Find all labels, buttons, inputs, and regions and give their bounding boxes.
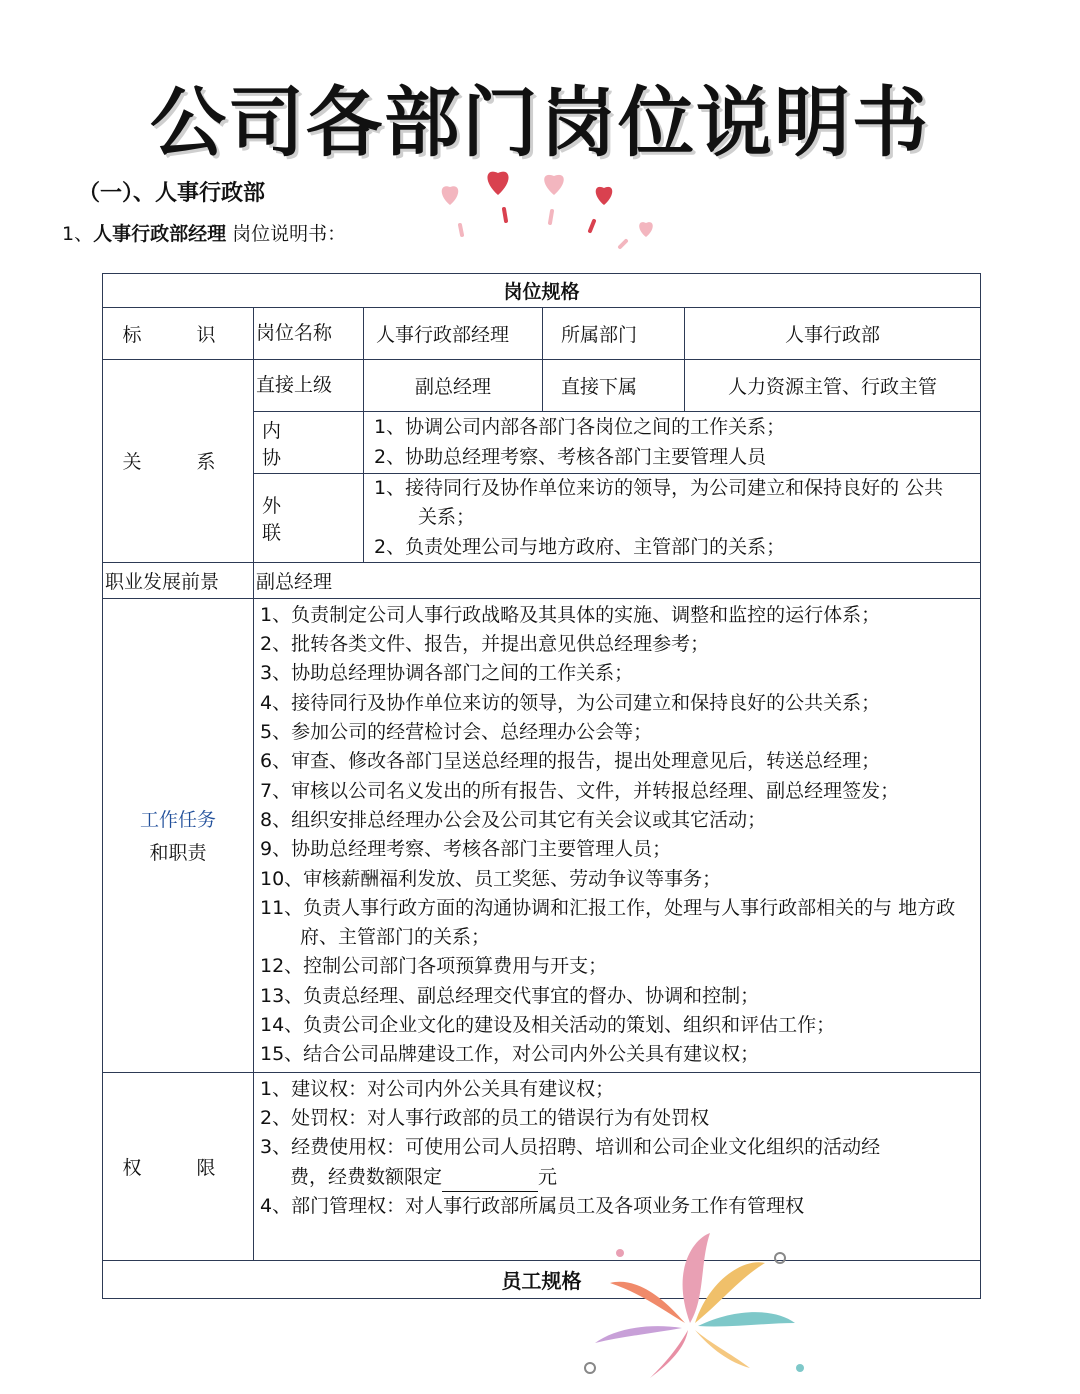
internal-item: 2、协助总经理考察、考核各部门主要管理人员 bbox=[374, 445, 767, 468]
duties-label-line1: 工作任务 bbox=[139, 809, 216, 832]
heart-icon bbox=[596, 187, 613, 205]
heart-icon bbox=[544, 175, 564, 195]
internal-relations bbox=[364, 412, 981, 474]
subheading-position: 人事行政部经理 bbox=[93, 223, 227, 245]
duty-item-continued: 府、主管部门的关系； bbox=[300, 926, 491, 949]
external-item: 1、接待同行及协作单位来访的领导，为公司建立和保持良好的 公共 bbox=[374, 477, 944, 499]
splash-decoration-icon bbox=[560, 1228, 820, 1388]
heart-icon bbox=[639, 222, 653, 237]
heart-icon bbox=[442, 186, 459, 205]
duty-item: 3、协助总经理协调各部门之间的工作关系； bbox=[260, 662, 634, 685]
page-title: 公司各部门岗位说明书 bbox=[150, 78, 930, 167]
authority-item: 1、建议权：对公司内外公关具有建议权； bbox=[260, 1077, 615, 1100]
duty-item: 10、审核薪酬福利发放、员工奖惩、劳动争议等事务； bbox=[260, 867, 722, 890]
spec-header: 岗位规格 bbox=[103, 274, 981, 308]
duty-item: 14、负责公司企业文化的建设及相关活动的策划、组织和评估工作； bbox=[260, 1014, 836, 1037]
authority-item: 2、处罚权：对人事行政部的员工的错误行为有处罚权 bbox=[260, 1107, 710, 1130]
duty-item: 8、组织安排总经理办公会及公司其它有关会议或其它活动； bbox=[260, 808, 767, 831]
career-label: 职业发展前景 bbox=[103, 562, 254, 598]
subordinate-label: 直接下属 bbox=[543, 360, 685, 412]
subheading-suffix: 岗位说明书： bbox=[226, 223, 347, 245]
external-label: 外 联 bbox=[254, 474, 364, 563]
hearts-decoration-icon bbox=[430, 165, 670, 255]
external-relations bbox=[364, 474, 981, 563]
internal-item: 1、协调公司内部各部门各岗位之间的工作关系； bbox=[374, 416, 786, 439]
heart-icon bbox=[487, 172, 508, 195]
superior-label: 直接上级 bbox=[254, 360, 364, 412]
duty-item: 9、协助总经理考察、考核各部门主要管理人员； bbox=[260, 838, 672, 861]
duty-item: 11、负责人事行政方面的沟通协调和汇报工作，处理与人事行政部相关的与 地方政 bbox=[260, 896, 956, 919]
internal-label: 内 协 bbox=[254, 412, 364, 474]
duties-label bbox=[103, 598, 254, 1072]
staff-spec-header: 员工规格 bbox=[103, 1260, 981, 1298]
department-label: 所属部门 bbox=[543, 308, 685, 360]
subheading-number: 1、 bbox=[62, 223, 94, 245]
relations-label: 关 系 bbox=[103, 360, 254, 563]
subordinate-value: 人力资源主管、行政主管 bbox=[685, 360, 981, 412]
duty-item: 4、接待同行及协作单位来访的领导，为公司建立和保持良好的公共关系； bbox=[260, 691, 881, 714]
authority-3-unit: 元 bbox=[538, 1165, 558, 1188]
sub-heading bbox=[62, 219, 346, 246]
career-value: 副总经理 bbox=[254, 562, 981, 598]
duty-item: 12、控制公司部门各项预算费用与开支； bbox=[260, 955, 608, 978]
position-name-label: 岗位名称 bbox=[254, 308, 364, 360]
identity-label: 标 识 bbox=[103, 308, 254, 360]
duty-item: 2、批转各类文件、报告，并提出意见供总经理参考； bbox=[260, 633, 710, 656]
position-name-value: 人事行政部经理 bbox=[364, 308, 543, 360]
external-item-continued: 关系； bbox=[418, 506, 476, 529]
duty-item: 5、参加公司的经营检讨会、总经理办公会等； bbox=[260, 721, 653, 744]
authority-item: 3、经费使用权：可使用公司人员招聘、培训和公司企业文化组织的活动经 bbox=[260, 1136, 881, 1159]
duty-item: 15、结合公司品牌建设工作，对公司内外公关具有建议权； bbox=[260, 1043, 760, 1066]
section-heading: （一）、人事行政部 bbox=[78, 181, 266, 206]
duties-list bbox=[254, 598, 981, 1072]
budget-blank bbox=[442, 1173, 538, 1192]
duty-item: 1、负责制定公司人事行政战略及其具体的实施、调整和监控的运行体系； bbox=[260, 603, 881, 626]
external-item: 2、负责处理公司与地方政府、主管部门的关系； bbox=[374, 535, 786, 558]
department-value: 人事行政部 bbox=[685, 308, 981, 360]
job-spec-table bbox=[102, 273, 981, 1299]
authority-item-continued bbox=[260, 1163, 974, 1192]
duties-label-line2: 和职责 bbox=[149, 842, 207, 865]
duty-item: 13、负责总经理、副总经理交代事宜的督办、协调和控制； bbox=[260, 984, 760, 1007]
superior-value: 副总经理 bbox=[364, 360, 543, 412]
duty-item: 7、审核以公司名义发出的所有报告、文件，并转报总经理、副总经理签发； bbox=[260, 779, 900, 802]
authority-item: 4、部门管理权：对人事行政部所属员工及各项业务工作有管理权 bbox=[260, 1195, 805, 1218]
authority-3-text: 费，经费数额限定 bbox=[290, 1165, 443, 1188]
authority-label: 权 限 bbox=[103, 1072, 254, 1260]
duty-item: 6、审查、修改各部门呈送总经理的报告，提出处理意见后，转送总经理； bbox=[260, 750, 881, 773]
